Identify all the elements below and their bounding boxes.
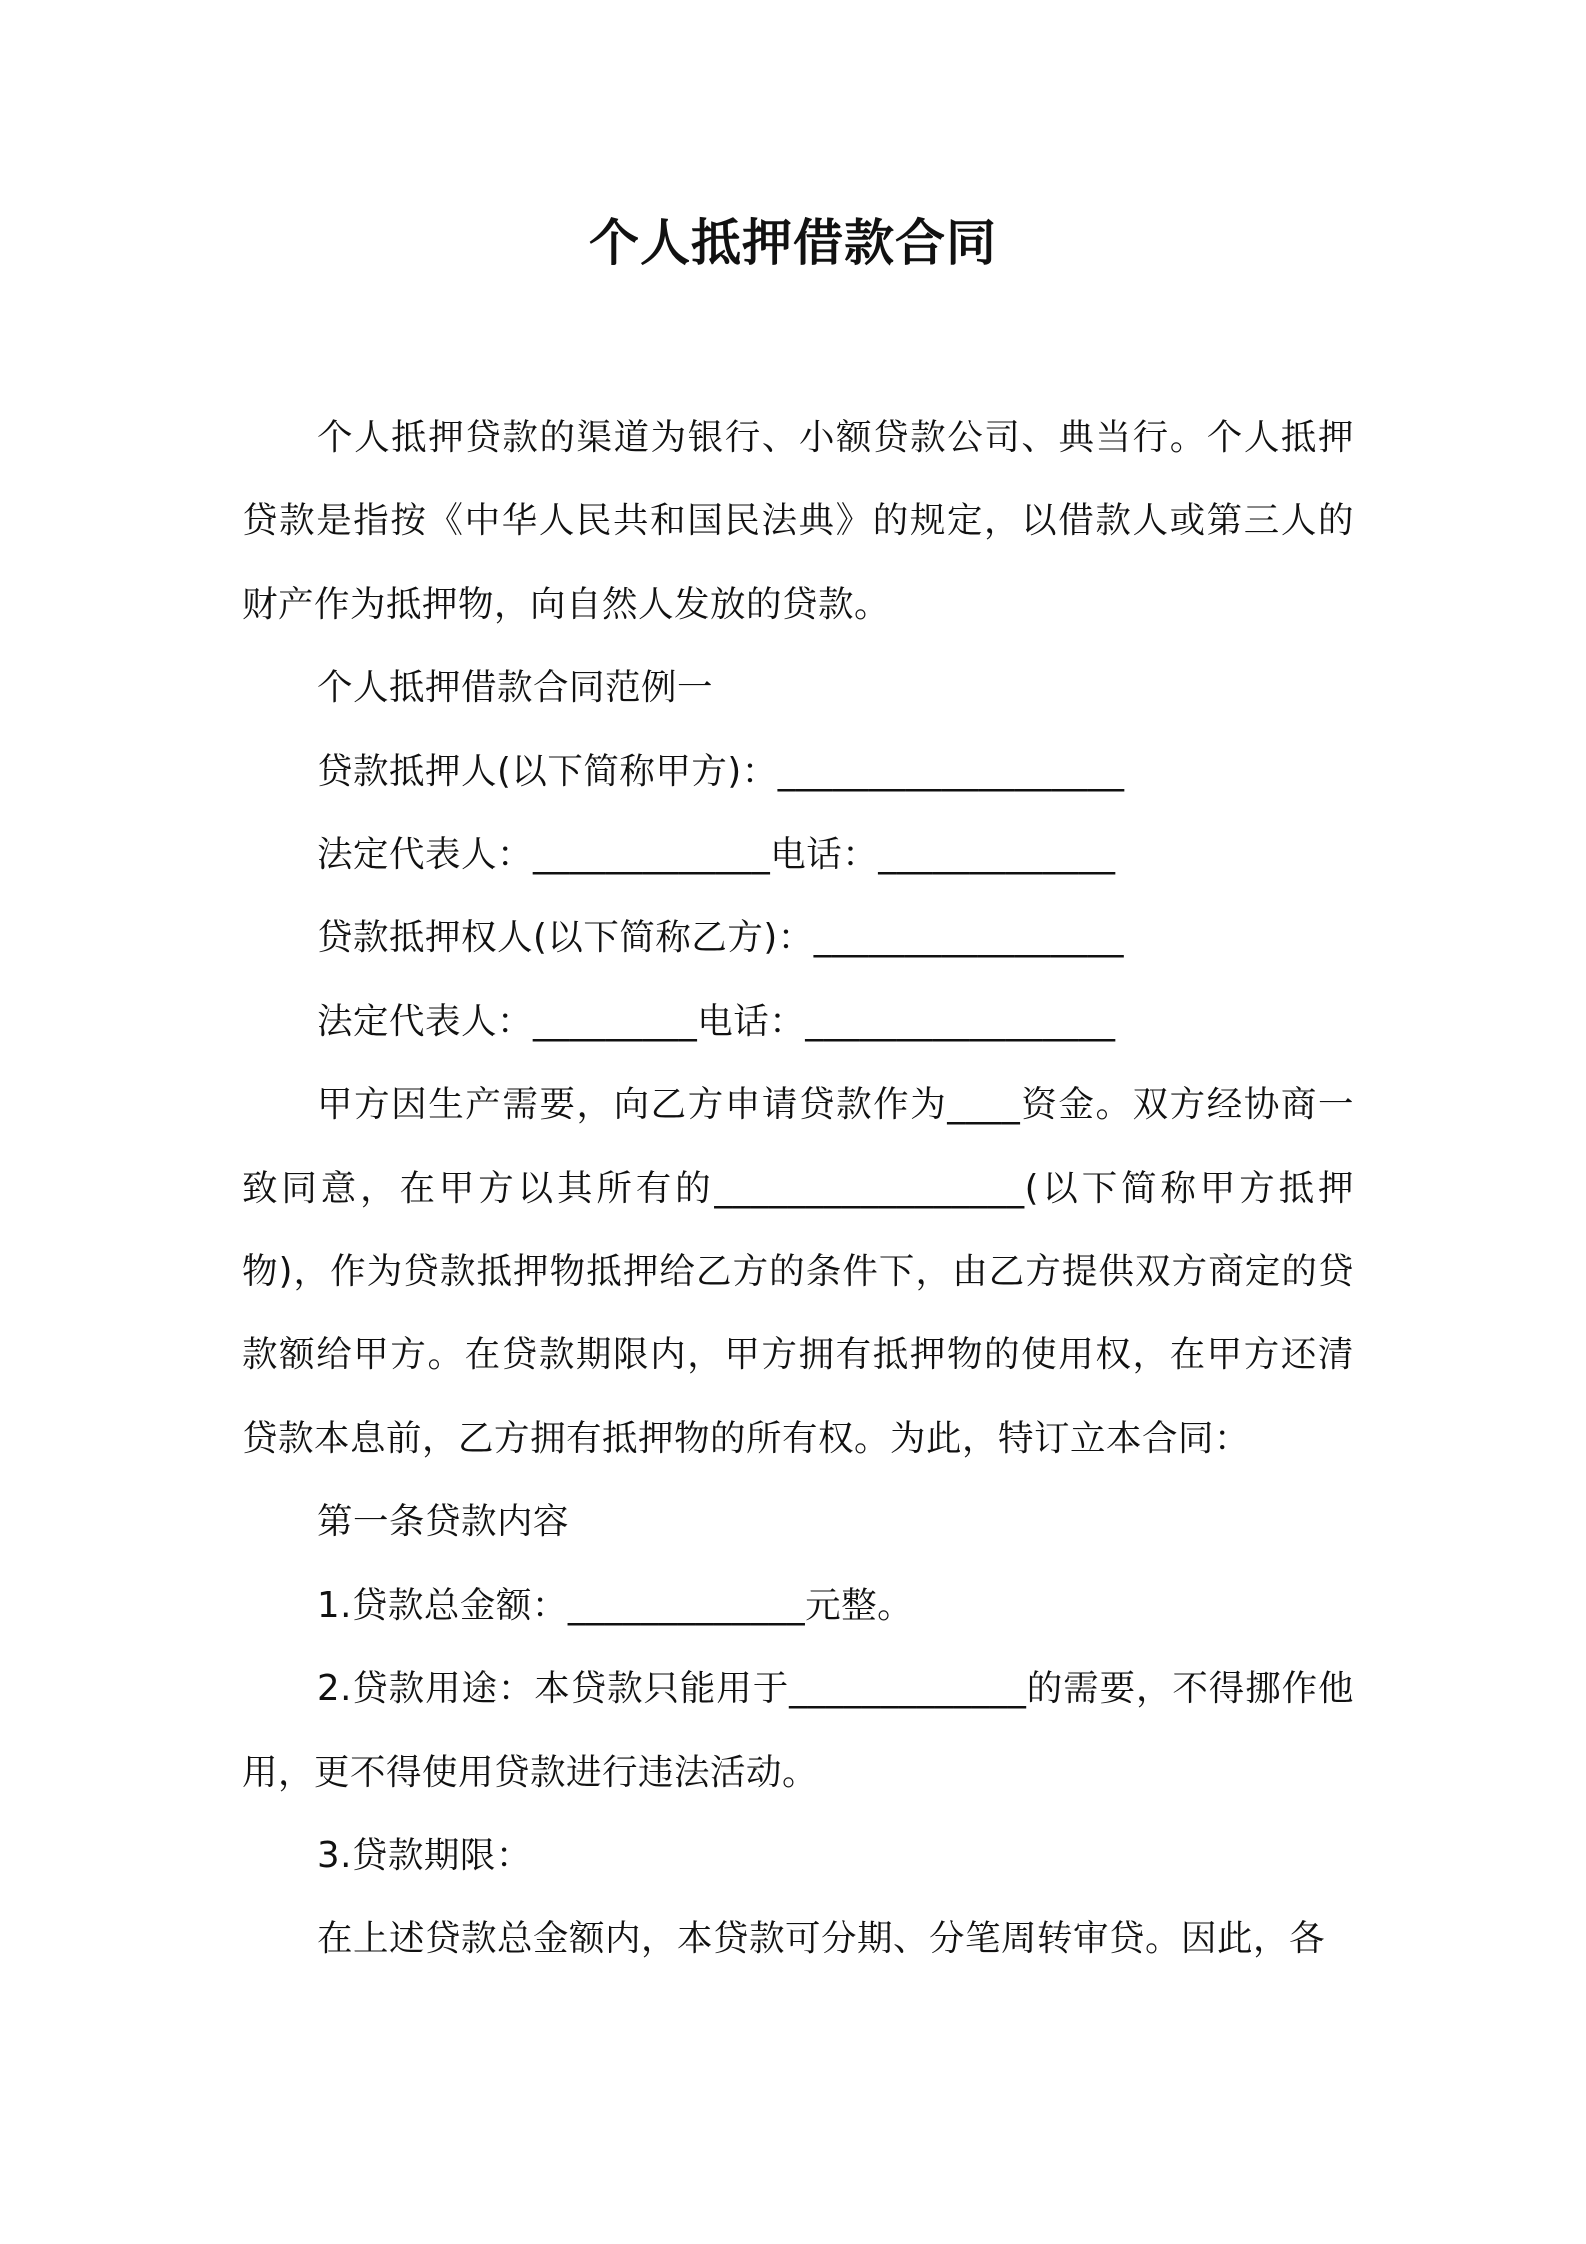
mortgagee-line: 贷款抵押权人(以下简称乙方)：_________________ [317,917,1124,959]
loan-amount-clause: 1.贷款总金额：_____________元整。 [317,1584,914,1626]
document-body [242,396,1354,1981]
loan-term-clause: 在上述贷款总金额内，本贷款可分期、分笔周转审贷。因此，各 [317,1918,1326,1960]
loan-term-heading: 3.贷款期限： [317,1834,532,1876]
mortgagee-representative-line: 法定代表人：_________电话：_________________ [317,1000,1116,1042]
loan-purpose-clause: 2.贷款用途：本贷款只能用于_____________的需要，不得挪作他用，更不得使用贷款进行违法活动。 [242,1668,1354,1793]
intro-paragraph: 个人抵押贷款的渠道为银行、小额贷款公司、典当行。个人抵押贷款是指按《中华人民共和国民法典》的规定，以借款人或第三人的财产作为抵押物，向自然人发放的贷款。 [242,417,1354,625]
mortgagor-line: 贷款抵押人(以下简称甲方)：___________________ [317,750,1125,792]
document-title: 个人抵押借款合同 [589,214,997,272]
article-one-heading: 第一条贷款内容 [317,1501,570,1543]
example-heading: 个人抵押借款合同范例一 [317,667,714,709]
contract-preamble: 甲方因生产需要，向乙方申请贷款作为____资金。双方经协商一致同意，在甲方以其所有的_________________(以下简称甲方抵押物)，作为贷款抵押物抵押给乙方的条件下，由乙方提供双方商定的贷款额给甲方。在贷款期限内，甲方拥有抵押物的使用权，在甲方还清贷款本息前，乙方拥有抵押物的所有权。为此，特订立本合同： [242,1084,1354,1459]
mortgagor-representative-line: 法定代表人：_____________电话：_____________ [317,834,1116,876]
